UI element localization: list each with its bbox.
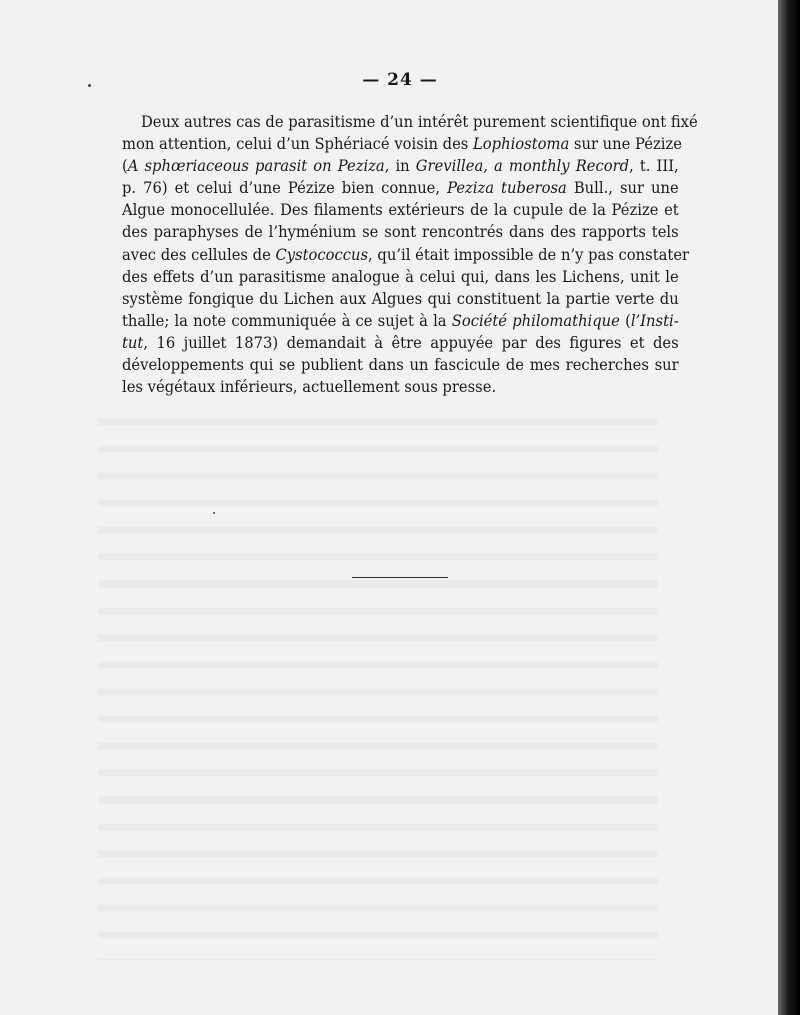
- text-segment: des paraphyses de l’hyménium se sont rencontrés dans des rapports tels: [122, 223, 679, 242]
- italic-segment: A sphœriaceous parasit on Peziza: [127, 157, 385, 176]
- text-segment: développements qui se publient dans un fascicule de mes recherches sur: [122, 356, 679, 375]
- italic-segment: Lophiostoma: [473, 135, 570, 154]
- text-line: [122, 332, 679, 354]
- text-line: [122, 266, 679, 288]
- text-segment: des effets d’un parasitisme analogue à celui qui, dans les Lichens, unit le: [122, 267, 679, 286]
- text-line: [122, 288, 679, 310]
- italic-segment: Peziza tuberosa: [447, 179, 567, 198]
- text-line: [122, 111, 698, 133]
- text-segment: p. 76) et celui d’une Pézize bien connue,: [122, 179, 448, 198]
- text-line: [122, 354, 679, 376]
- text-segment: les végétaux inférieurs, actuellement sous presse.: [122, 378, 497, 397]
- text-segment: système fongique du Lichen aux Algues qui constituent la partie verte du: [122, 289, 679, 308]
- page-number: — 24 —: [362, 70, 438, 90]
- text-segment: , in: [384, 157, 416, 176]
- text-line: [122, 244, 690, 266]
- text-line: [122, 177, 679, 199]
- italic-segment: l’Insti-: [630, 311, 679, 330]
- show-through-rule: [352, 577, 448, 578]
- text-segment: mon attention, celui d’un Sphériacé voisin des: [122, 135, 474, 154]
- italic-segment: Cystococcus: [275, 245, 369, 264]
- text-segment: thalle; la note communiquée à ce sujet à la: [122, 311, 452, 330]
- text-segment: (: [122, 157, 128, 176]
- text-line: [122, 221, 679, 243]
- text-segment: (: [619, 311, 631, 330]
- text-line: [122, 376, 679, 398]
- text-line: [122, 155, 679, 177]
- text-segment: Algue monocellulée. Des filaments extérieurs de la cupule de la Pézize et: [122, 201, 679, 220]
- show-through-text: [98, 400, 658, 960]
- text-segment: Bull., sur une: [566, 179, 679, 198]
- text-segment: , t. III,: [629, 157, 679, 176]
- text-segment: avec des cellules de: [122, 245, 276, 264]
- text-segment: sur une Pézize: [569, 135, 682, 154]
- italic-segment: tut: [122, 333, 144, 352]
- text-segment: , qu’il était impossible de n’y pas constater: [368, 245, 690, 264]
- text-line: [122, 133, 682, 155]
- italic-segment: Grevillea, a monthly Record: [415, 157, 630, 176]
- text-segment: Deux autres cas de parasitisme d’un intérêt purement scientifique ont fixé: [141, 113, 698, 131]
- paper-speck: [213, 512, 215, 514]
- paper-speck: [88, 84, 91, 87]
- page-edge-shadow: [778, 0, 800, 1015]
- body-paragraph: [122, 111, 698, 398]
- text-line: [122, 310, 679, 332]
- text-line: [122, 199, 679, 221]
- text-segment: , 16 juillet 1873) demandait à être appuyée par des figures et des: [143, 333, 679, 352]
- italic-segment: Société philomathique: [451, 311, 620, 330]
